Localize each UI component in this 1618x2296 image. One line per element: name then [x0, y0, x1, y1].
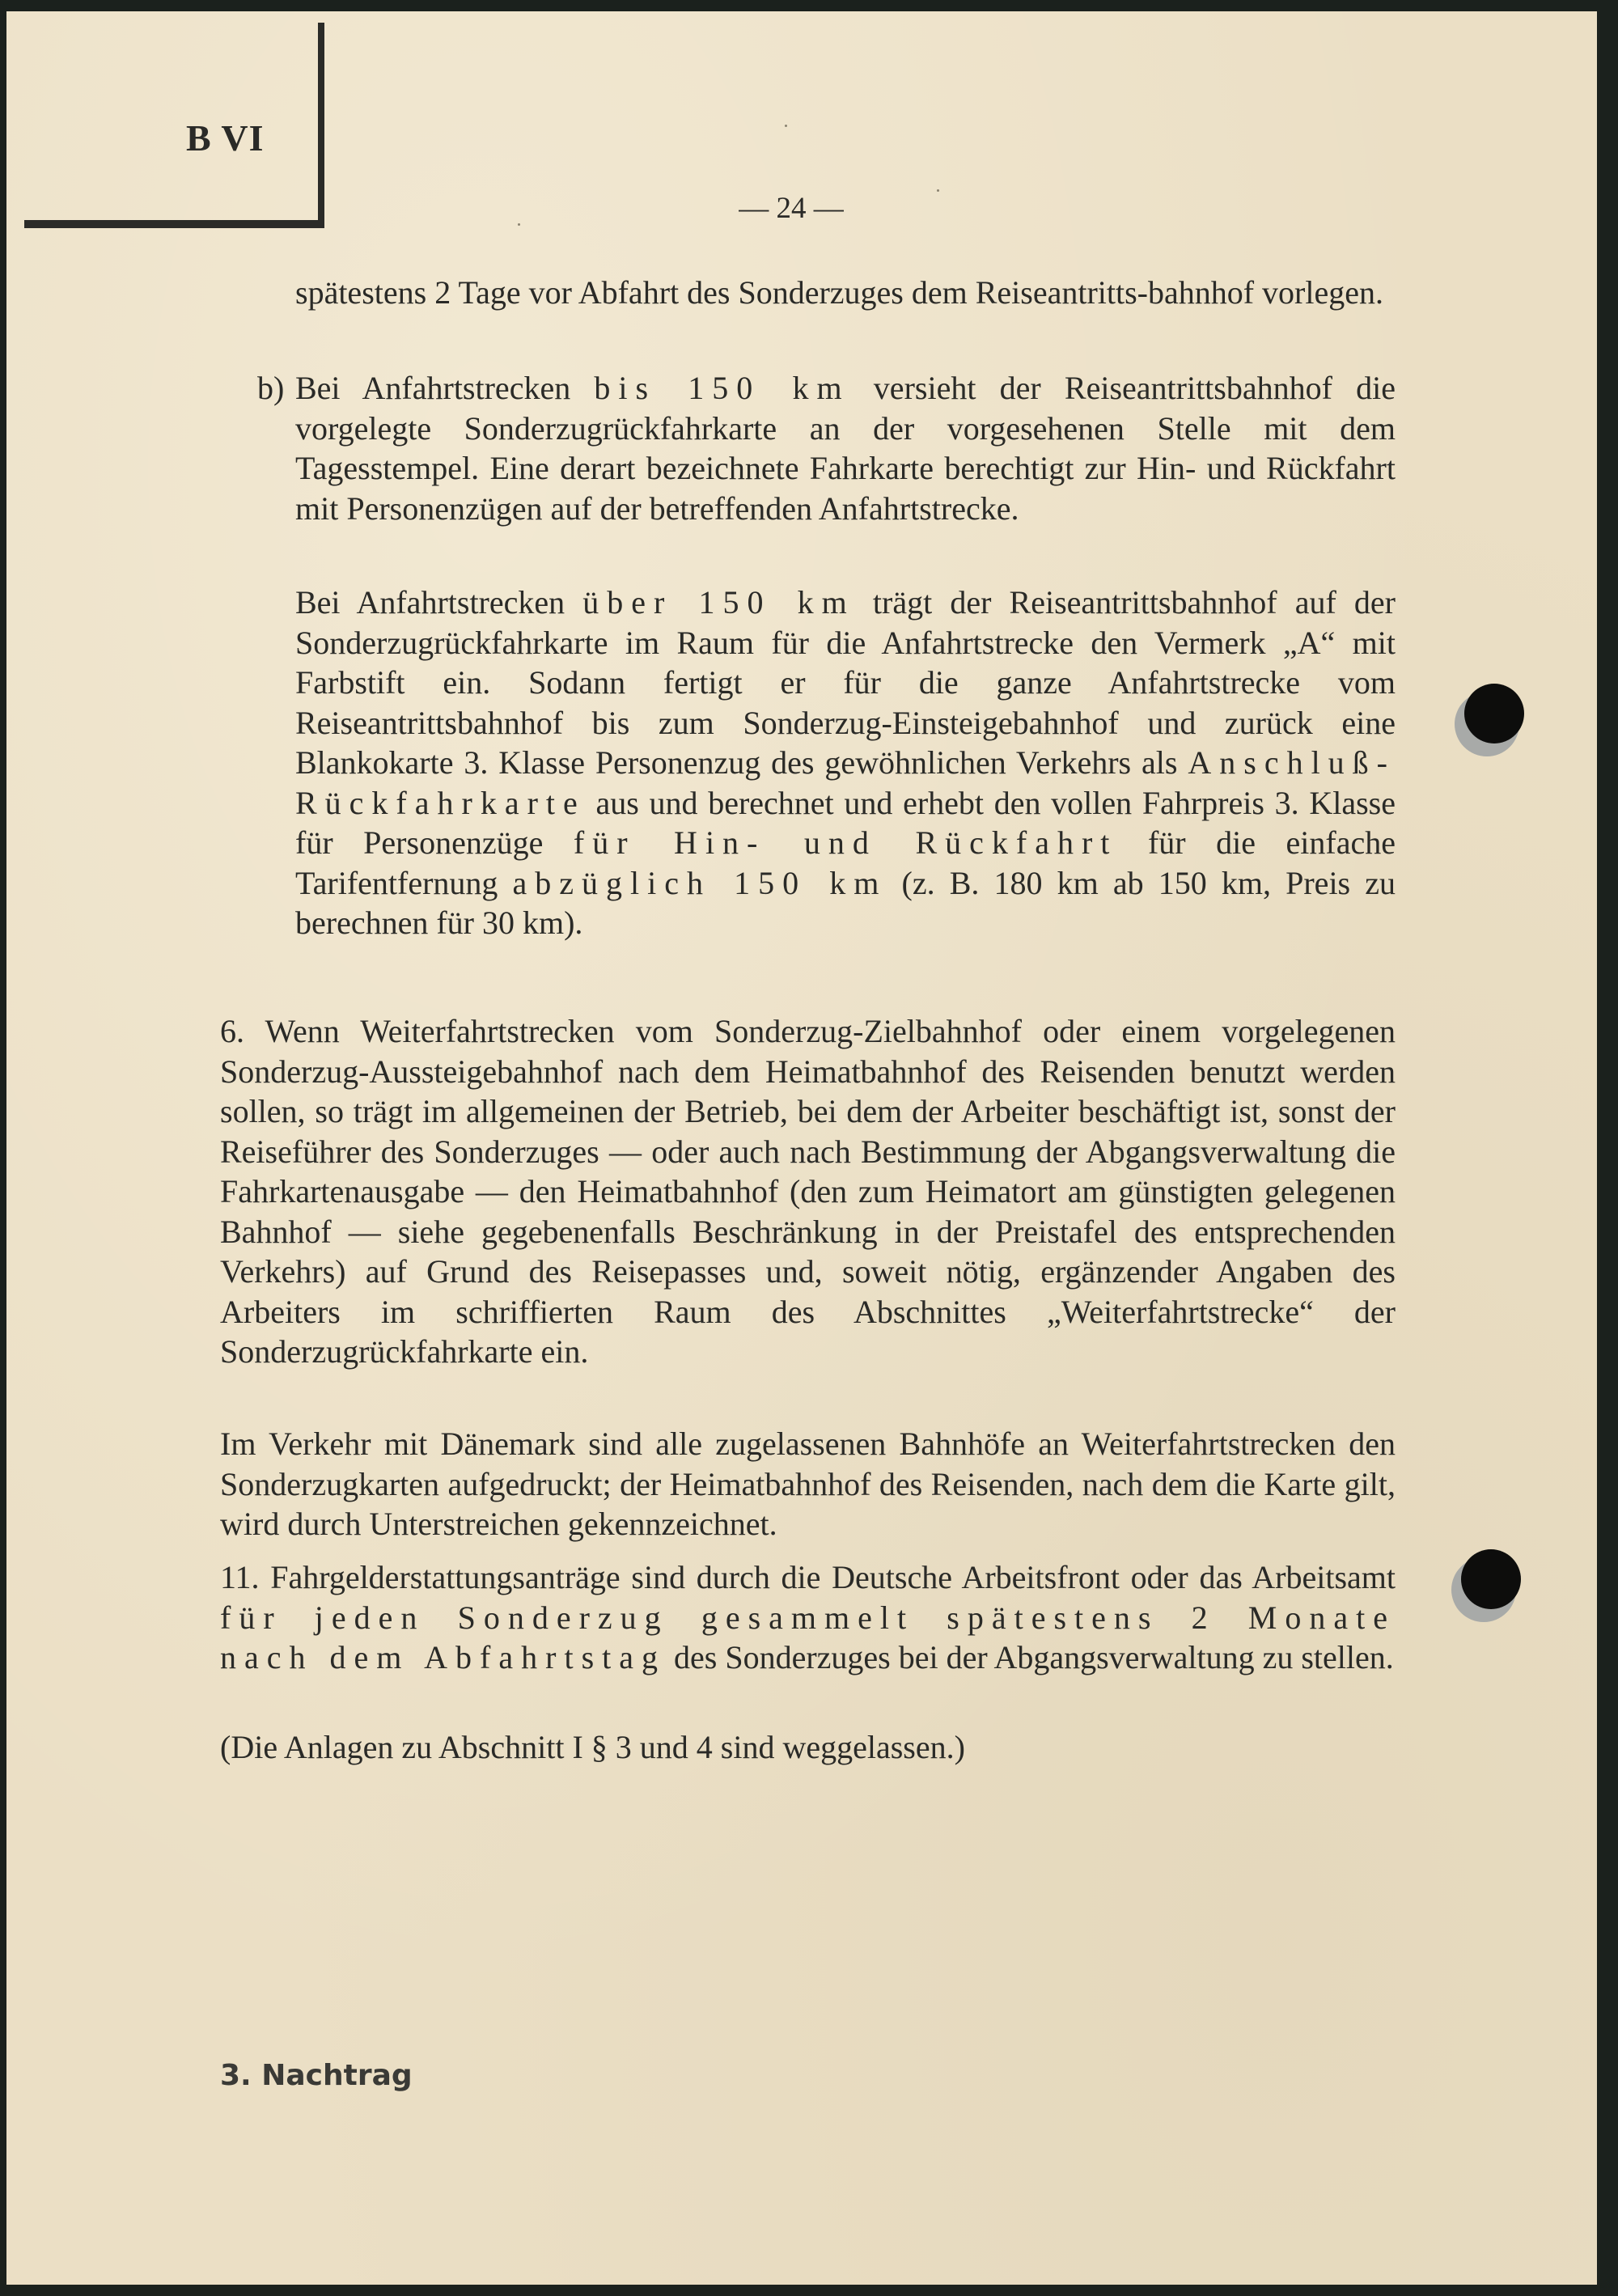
denmark-note-paragraph: Im Verkehr mit Dänemark sind alle zugelassenen Bahnhöfe an Weiterfahrtstrecken den Sonderzugkarten aufgedruckt; der Heimatbahnhof des Reisenden, nach dem die Karte gilt, wird durch Unterstreichen gekennzeichnet. — [220, 1425, 1396, 1542]
paper-speck — [785, 125, 787, 127]
item-b-label: b) — [257, 370, 285, 406]
closing-note: (Die Anlagen zu Abschnitt I § 3 und 4 sind weggelassen.) — [220, 1729, 965, 1765]
item-11-paragraph: 11. Fahrgelderstattungsanträge sind durch die Deutsche Arbeitsfront oder das Arbeitsamt für jeden Sonderzug gesammelt spätestens 2 Monate nach dem Abfahrtstag des Sonderzuges bei der Abgangsverwaltung zu stellen. — [220, 1559, 1396, 1675]
supplement-label: 3. Nachtrag — [220, 2059, 413, 2092]
item-b-paragraph-1: Bei Anfahrtstrecken bis 150 km versieht der Reiseantrittsbahnhof die vorgelegte Sonderzugrückfahrkarte an der vorgesehenen Stelle mit dem Tagesstempel. Eine derart bezeichnete Fahrkarte berechtigt zur Hin- und Rückfahrt mit Personenzügen auf der betreffenden Anfahrtstrecke. — [295, 370, 1396, 527]
item-b-paragraph-2: Bei Anfahrtstrecken über 150 km trägt der Reiseantrittsbahnhof auf der Sonderzugrückfahrkarte im Raum für die Anfahrtstrecke den Vermerk „A“ mit Farbstift ein. Sodann fertigt er für die ganze Anfahrtstrecke vom Reiseantrittsbahnhof bis zum Sonderzug-Einsteigebahnhof und zurück eine Blankokarte 3. Klasse Personenzug des gewöhnlichen Verkehrs als Anschluß-Rückfahrkarte aus und berechnet und erhebt den vollen Fahrpreis 3. Klasse für Personenzüge für Hin- und Rückfahrt für die einfache Tarifentfernung abzüglich 150 km (z. B. 180 km ab 150 km, Preis zu berechnen für 30 km). — [295, 584, 1396, 941]
continuation-paragraph: spätestens 2 Tage vor Abfahrt des Sonderzuges dem Reiseantritts-bahnhof vorlegen. — [295, 274, 1383, 311]
punch-hole-icon — [1464, 684, 1529, 748]
punch-hole-icon — [1461, 1549, 1526, 1614]
item-6-paragraph: 6. Wenn Weiterfahrtstrecken vom Sonderzug-Zielbahnhof oder einem vorgelegenen Sonderzug-Aussteigebahnhof nach dem Heimatbahnhof des Reisenden benutzt werden sollen, so trägt im allgemeinen der Betrieb, bei dem der Arbeiter beschäftigt ist, sonst der Reiseführer des Sonderzuges — oder auch nach Bestimmung der Abgangsverwaltung die Fahrkartenausgabe — den Heimatbahnhof (den zum Heimatort am günstigten gelegenen Bahnhof — siehe gegebenenfalls Beschränkung in der Preistafel des entsprechenden Verkehrs) auf Grund des Reisepasses und, soweit nötig, ergänzender Angaben des Arbeiters im schriffierten Raum des Abschnittes „Weiterfahrtstrecke“ der Sonderzugrückfahrkarte ein. — [220, 1013, 1396, 1370]
page-number: — 24 — — [739, 192, 844, 225]
item-b — [257, 368, 1396, 528]
section-code: B VI — [186, 117, 265, 159]
